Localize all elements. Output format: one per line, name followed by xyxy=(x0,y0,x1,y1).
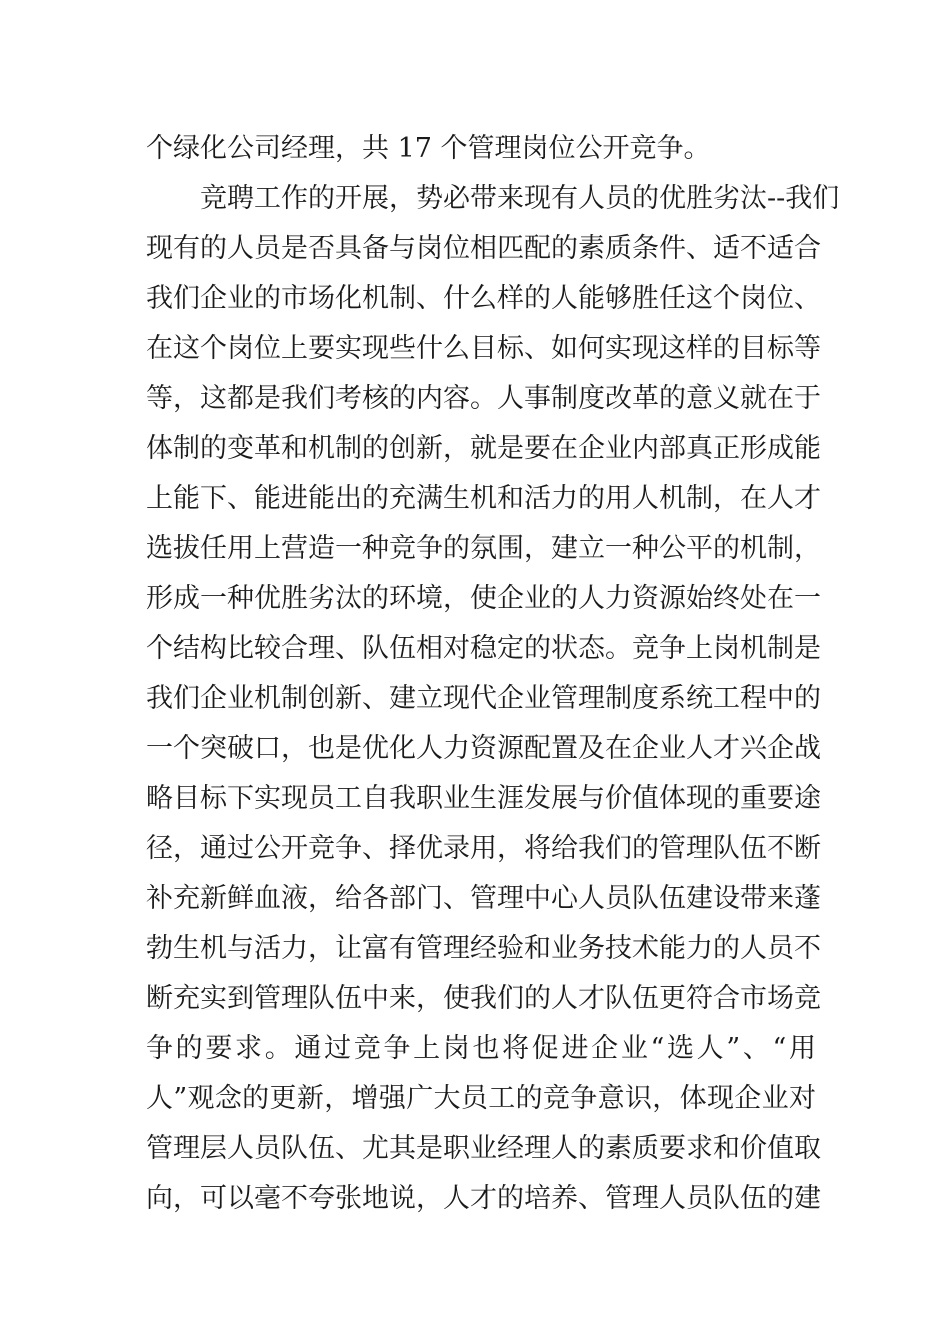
text-line: 我们企业机制创新、建立现代企业管理制度系统工程中的 xyxy=(146,683,821,714)
text-line: 个结构比较合理、队伍相对稳定的状态。竞争上岗机制是 xyxy=(146,633,821,664)
text-line: 个绿化公司经理，共 17 个管理岗位公开竞争。 xyxy=(146,133,711,164)
text-line: 径，通过公开竞争、择优录用，将给我们的管理队伍不断 xyxy=(146,833,821,864)
text-line: 现有的人员是否具备与岗位相匹配的素质条件、适不适合 xyxy=(146,233,821,264)
text-line: 选拔任用上营造一种竞争的氛围，建立一种公平的机制， xyxy=(146,533,821,564)
text-line: 形成一种优胜劣汰的环境，使企业的人力资源始终处在一 xyxy=(146,583,821,614)
text-line: 勃生机与活力，让富有管理经验和业务技术能力的人员不 xyxy=(146,933,821,964)
text-line: 断充实到管理队伍中来，使我们的人才队伍更符合市场竞 xyxy=(146,983,821,1014)
text-line: 上能下、能进能出的充满生机和活力的用人机制，在人才 xyxy=(146,483,821,514)
text-line: 补充新鲜血液，给各部门、管理中心人员队伍建设带来蓬 xyxy=(146,883,821,914)
text-line: 我们企业的市场化机制、什么样的人能够胜任这个岗位、 xyxy=(146,283,821,314)
paragraph-first-line: 竞聘工作的开展，势必带来现有人员的优胜劣汰--我们 xyxy=(200,183,840,214)
text-line: 体制的变革和机制的创新，就是要在企业内部真正形成能 xyxy=(146,433,821,464)
body-text xyxy=(146,124,840,1224)
text-line: 向，可以毫不夸张地说，人才的培养、管理人员队伍的建 xyxy=(146,1183,821,1214)
text-line: 在这个岗位上要实现些什么目标、如何实现这样的目标等 xyxy=(146,333,821,364)
text-line: 人”观念的更新，增强广大员工的竞争意识，体现企业对 xyxy=(146,1083,816,1114)
text-line: 争的要求。通过竞争上岗也将促进企业“选人”、“用 xyxy=(146,1033,816,1064)
text-line: 一个突破口，也是优化人力资源配置及在企业人才兴企战 xyxy=(146,733,821,764)
text-line: 等，这都是我们考核的内容。人事制度改革的意义就在于 xyxy=(146,383,821,414)
text-line: 管理层人员队伍、尤其是职业经理人的素质要求和价值取 xyxy=(146,1133,821,1164)
text-line: 略目标下实现员工自我职业生涯发展与价值体现的重要途 xyxy=(146,783,821,814)
